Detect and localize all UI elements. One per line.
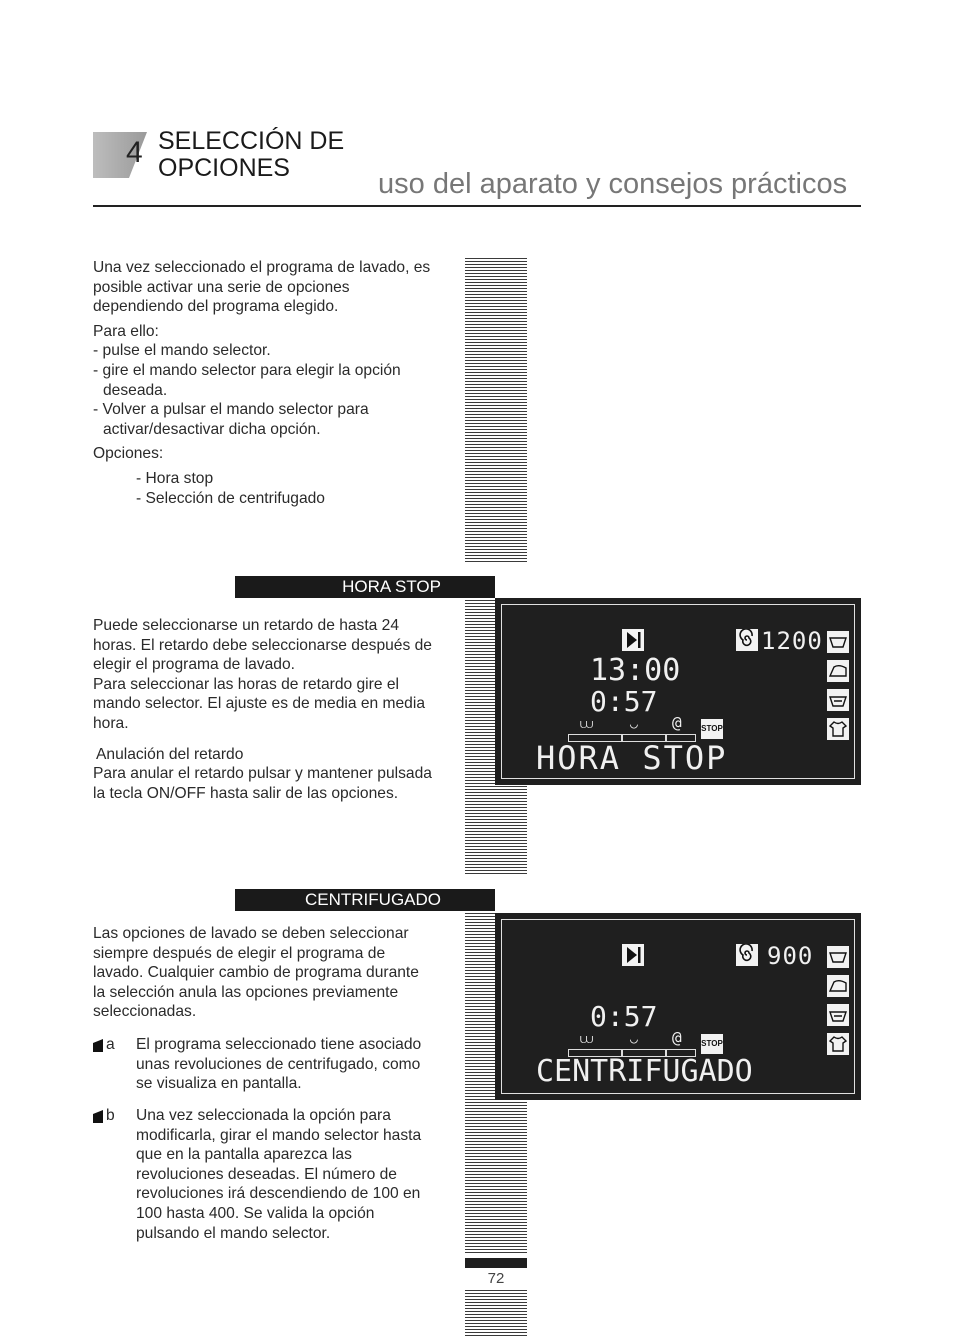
cancel-title: Anulación del retardo xyxy=(96,745,244,763)
end-time: 13:00 xyxy=(590,653,681,688)
spin-small-icon: @ xyxy=(672,1028,682,1047)
lcd-display-hora-stop xyxy=(495,598,861,785)
section-title xyxy=(158,128,344,182)
handwash-icon xyxy=(827,1004,849,1026)
step-1: - pulse el mando selector. xyxy=(93,342,271,360)
lcd-display-centrifugado xyxy=(495,913,861,1100)
hora-stop-paragraph-2: Para seleccionar las horas de retardo gire el mando selector. El ajuste es de media en media hora. xyxy=(93,675,425,732)
centrifugado-bar xyxy=(235,889,495,911)
item-a-text: El programa seleccionado tiene asociado unas revoluciones de centrifugado, como se visualiza en pantalla. xyxy=(136,1036,422,1093)
spin-speed: 1200 xyxy=(761,627,823,655)
item-b-text: Una vez seleccionada la opción para modificarla, girar el mando selector hasta que en la pantalla aparezca las revoluciones deseadas. El número de revoluciones irá descendiendo de 100 en 100 hasta 400. Se valida la opción pulsando el mando selector. xyxy=(136,1107,422,1242)
prewash-icon: ⩊ xyxy=(580,717,594,732)
basin-icon xyxy=(827,946,849,968)
lcd-message: HORA STOP xyxy=(536,739,728,777)
wash-icon: ◡ xyxy=(630,1032,638,1047)
hora-stop-section xyxy=(93,616,433,803)
header-rule xyxy=(93,205,861,207)
remaining-time: 0:57 xyxy=(590,685,658,718)
section-title-line2: OPCIONES xyxy=(158,154,290,182)
lcd-frame xyxy=(501,604,855,779)
hora-stop-paragraph-1: Puede seleccionarse un retardo de hasta 24 horas. El retardo debe seleccionarse después de elegir el programa de lavado. xyxy=(93,617,432,674)
steps-title: Para ello: xyxy=(93,322,159,340)
intro-section xyxy=(93,258,433,508)
centrifugado-paragraph: Las opciones de lavado se deben seleccionar siempre después de elegir el programa de lavado. Cualquier cambio de programa durante la selección anula las opciones previamente seleccionadas. xyxy=(93,925,419,1021)
iron-icon xyxy=(827,975,849,997)
lcd-frame xyxy=(501,919,855,1094)
handwash-icon xyxy=(827,689,849,711)
shirt-icon xyxy=(827,718,849,740)
marker-b-icon xyxy=(93,1110,103,1123)
cancel-text: Para anular el retardo pulsar y mantener pulsada la tecla ON/OFF hasta salir de las opciones. xyxy=(93,765,432,802)
stripe-column-1 xyxy=(465,258,527,564)
page-number: 72 xyxy=(487,1270,505,1287)
play-pause-icon xyxy=(622,944,644,966)
stripe-column-4 xyxy=(465,1290,527,1336)
step-3a: - Volver a pulsar el mando selector para xyxy=(93,401,369,419)
option-1: - Hora stop xyxy=(136,469,214,487)
section-title-line1: SELECCIÓN DE xyxy=(158,127,345,155)
chapter-number: 4 xyxy=(126,136,143,169)
basin-icon xyxy=(827,631,849,653)
item-b-label: b xyxy=(106,1107,115,1124)
spin-icon xyxy=(736,629,758,651)
prewash-icon: ⩊ xyxy=(580,1032,594,1047)
hora-stop-bar xyxy=(235,576,495,598)
remaining-time: 0:57 xyxy=(590,1000,658,1033)
centrifugado-bar-label: CENTRIFUGADO xyxy=(305,890,441,909)
step-3b: activar/desactivar dicha opción. xyxy=(103,420,321,438)
spin-speed: 900 xyxy=(767,942,814,970)
options-title: Opciones: xyxy=(93,445,164,463)
step-2a: - gire el mando selector para elegir la opción xyxy=(93,361,401,379)
item-a xyxy=(93,1035,438,1094)
page-subtitle: uso del aparato y consejos prácticos xyxy=(378,168,848,200)
lcd-message: CENTRIFUGADO xyxy=(536,1054,753,1089)
item-b xyxy=(93,1106,438,1243)
wash-icon: ◡ xyxy=(630,717,638,732)
shirt-icon xyxy=(827,1033,849,1055)
page-number-bar xyxy=(465,1258,527,1268)
stop-badge: STOP xyxy=(701,719,723,739)
spin-icon xyxy=(736,944,758,966)
stop-badge: STOP xyxy=(701,1034,723,1054)
item-a-label: a xyxy=(106,1036,115,1053)
intro-paragraph: Una vez seleccionado el programa de lavado, es posible activar una serie de opciones dependiendo del programa elegido. xyxy=(93,259,431,316)
marker-a-icon xyxy=(93,1039,103,1052)
play-pause-icon xyxy=(622,629,644,651)
hora-stop-bar-label: HORA STOP xyxy=(342,577,441,596)
option-2: - Selección de centrifugado xyxy=(136,489,325,507)
iron-icon xyxy=(827,660,849,682)
step-2b: deseada. xyxy=(103,381,168,399)
centrifugado-section xyxy=(93,924,433,1022)
spin-small-icon: @ xyxy=(672,713,682,732)
